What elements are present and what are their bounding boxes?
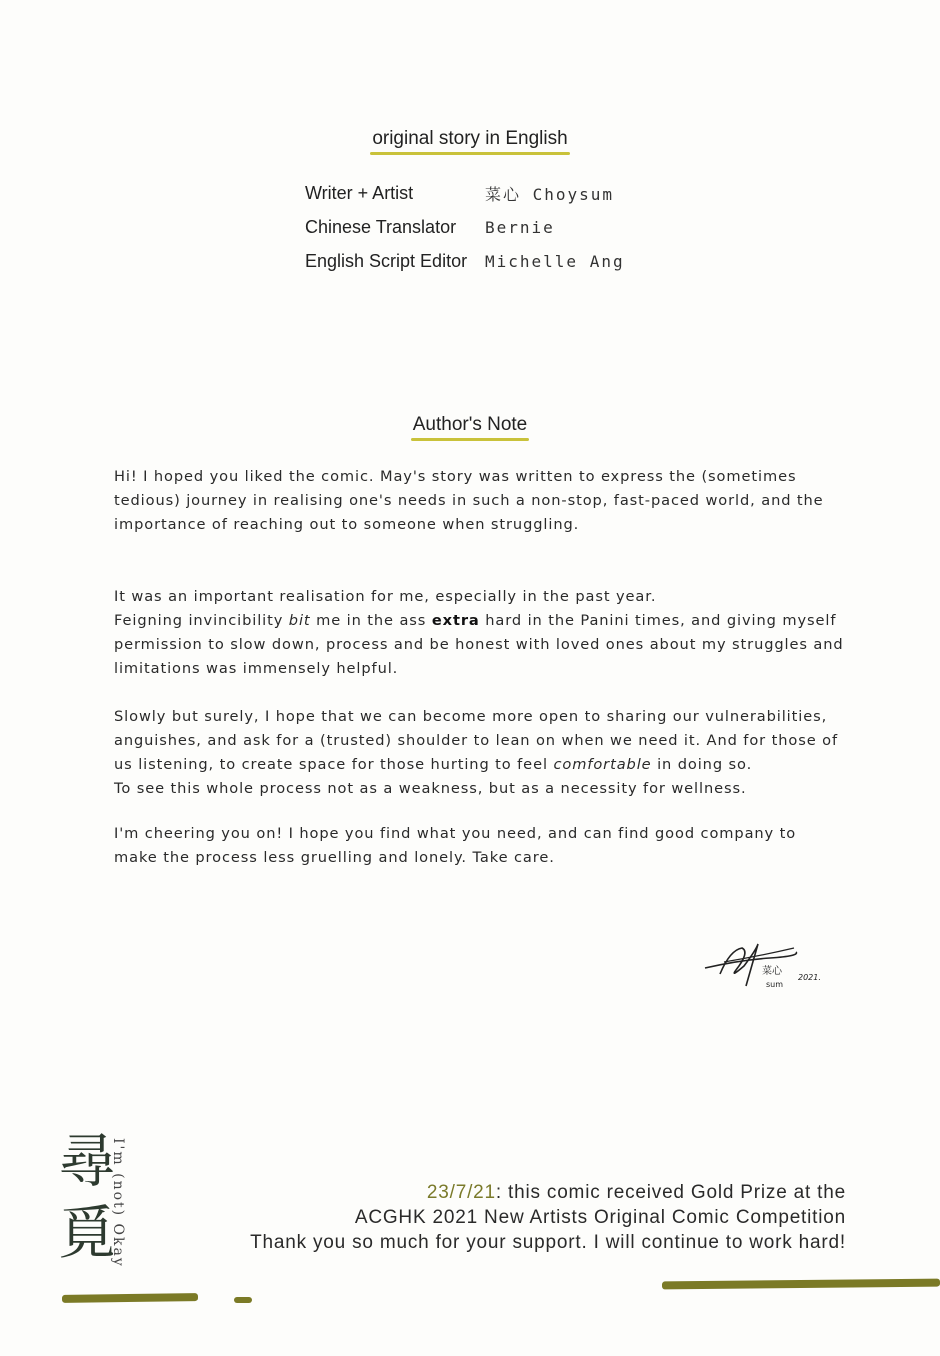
authors-note-heading-text: Author's Note bbox=[412, 414, 528, 435]
announcement-text: : this comic received Gold Prize at the bbox=[495, 1182, 846, 1203]
signature bbox=[700, 930, 840, 1000]
emphasis-text: bit bbox=[288, 612, 311, 629]
credit-row bbox=[305, 176, 625, 210]
note-text: in doing so. bbox=[651, 756, 753, 773]
credit-row bbox=[305, 244, 625, 278]
announcement-date: 23/7/21 bbox=[426, 1182, 496, 1203]
note-text: Slowly but surely, I hope that we can become more open to sharing our vulnerabilities, anguishes, and ask for a (trusted) shoulder to lean on when we need it. And for those of us listening, to create space for those hurting to feel bbox=[114, 708, 838, 773]
credits-heading-text: original story in English bbox=[372, 128, 568, 149]
brush-stroke bbox=[62, 1293, 198, 1303]
bold-text: extra bbox=[431, 612, 480, 629]
credit-role: Writer + Artist bbox=[305, 182, 414, 203]
credits-heading bbox=[0, 128, 940, 150]
note-line: It was an important realisation for me, especially in the past year. bbox=[114, 588, 657, 605]
note-paragraph-3 bbox=[114, 705, 844, 801]
announcement-line-1 bbox=[250, 1180, 846, 1205]
brush-stroke bbox=[662, 1279, 940, 1290]
signature-year: 2021. bbox=[798, 973, 821, 982]
emphasis-text: comfortable bbox=[553, 756, 652, 773]
announcement bbox=[250, 1180, 846, 1255]
signature-name: 菜心 bbox=[762, 966, 782, 977]
note-text: hard in the Panini times, and giving myself permission to slow down, process and be honest with loved ones about my struggles and limitations was immensely helpful. bbox=[114, 612, 844, 677]
logo-char: 尋 bbox=[58, 1127, 117, 1195]
authors-note-heading bbox=[0, 414, 940, 436]
credit-row bbox=[305, 210, 625, 244]
logo bbox=[58, 1125, 116, 1269]
credit-role: English Script Editor bbox=[305, 250, 468, 271]
note-paragraph-1: Hi! I hoped you liked the comic. May's story was written to express the (sometimes tedious) journey in realising one's needs in such a non-stop, fast-paced world, and the importance of reaching out to someone when struggling. bbox=[114, 468, 824, 533]
note-line: To see this whole process not as a weakness, but as a necessity for wellness. bbox=[114, 780, 747, 797]
credit-name: Bernie bbox=[485, 217, 555, 237]
credits-list bbox=[305, 176, 625, 278]
announcement-line-2: ACGHK 2021 New Artists Original Comic Competition bbox=[354, 1207, 846, 1228]
logo-subtitle: I'm (not) Okay bbox=[110, 1138, 126, 1268]
note-text: me in the ass bbox=[310, 612, 432, 629]
note-text: Feigning invincibility bbox=[114, 612, 289, 629]
logo-char: 覓 bbox=[58, 1199, 117, 1267]
note-paragraph-4: I'm cheering you on! I hope you find what you need, and can find good company to make the process less gruelling and lonely. Take care. bbox=[114, 825, 797, 866]
brush-stroke bbox=[234, 1297, 252, 1303]
credit-role: Chinese Translator bbox=[305, 216, 457, 237]
signature-sub: sum bbox=[766, 980, 784, 989]
credit-name: Michelle Ang bbox=[485, 251, 625, 271]
note-paragraph-2 bbox=[114, 585, 844, 681]
announcement-line-3: Thank you so much for your support. I will continue to work hard! bbox=[250, 1232, 846, 1253]
credit-name: 菜心 Choysum bbox=[485, 184, 615, 204]
